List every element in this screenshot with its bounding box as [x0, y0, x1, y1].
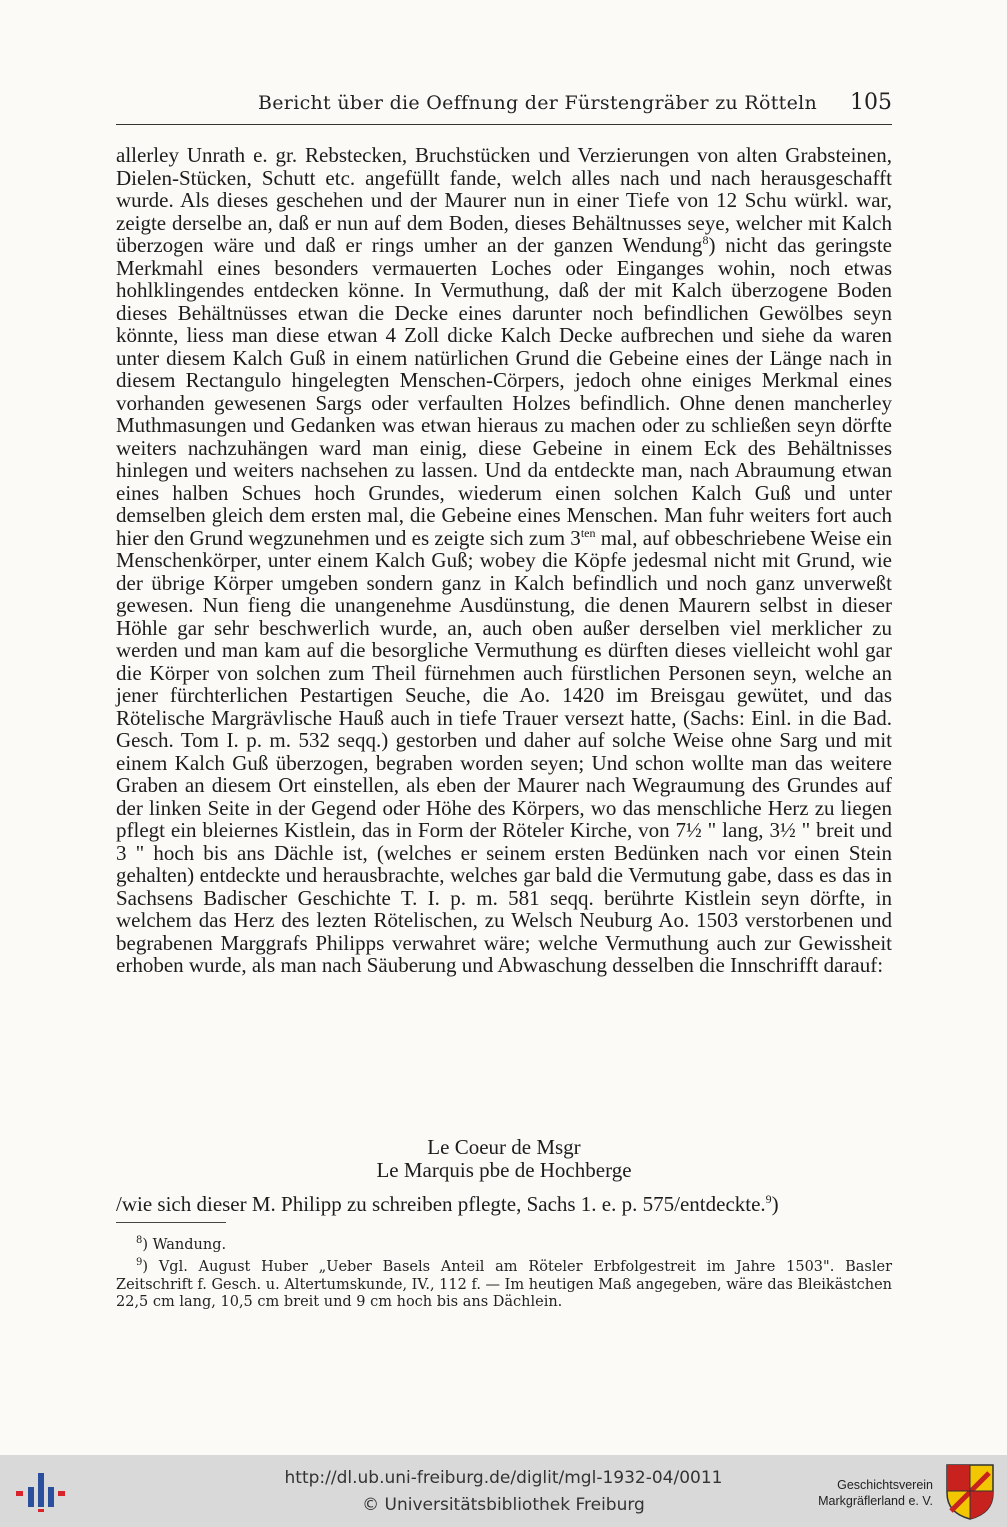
- viewer-footer: [0, 1455, 1007, 1527]
- society-name: [773, 1477, 933, 1509]
- page-header: [116, 92, 892, 122]
- inscription-line-1: Le Coeur de Msgr: [427, 1135, 581, 1159]
- footnote-reference-9[interactable]: 9: [765, 1192, 772, 1206]
- footnote-reference-8[interactable]: 8: [702, 233, 709, 247]
- running-title: Bericht über die Oeffnung der Fürstengräber zu Rötteln: [258, 92, 818, 114]
- closing-paren: ): [771, 1192, 779, 1216]
- body-text-segment: allerley Unrath e. gr. Rebstecken, Bruchstücken und Verzierungen von alten Grabsteinen, Dielen-Stücken, Schutt etc. angefüllt fande, welch alles nach und nach herausgeschafft wurde. Als dieses geschehen und der Maurer nun in einer Tiefe von 12 Schu würkl. war, zeigte derselbe an, daß er nun auf dem Boden, dieses Behältnusses seye, welcher mit Kalch überzogen wäre und daß er rings umher an der ganzen Wendung: [116, 143, 892, 257]
- body-text-segment: mal, auf obbeschriebene Weise ein Menschenkörper, unter einem Kalch Guß; wobey die Köpfe jedesmal nicht mit Grund, wie der übrige Körper umgeben sondern ganz in Kalch befindlich und noch ganz unverweßt gewesen. Nun fieng die unangenehme Ausdünstung, die denen Maurern selbst in dieser Höhle gar sehr beschwerlich wurde, an, auch oben außer derselben viel merklicher zu werden und man kam auf die besorgliche Vermuthung es dürften dieses vielleicht wohl gar die Körper von solchen zum Theil fürnehmen auch fürstlichen Personen seyn, welche an jener fürchterlichen Pestartigen Seuche, die Ao. 1420 im Breisgau gewütet, und das Rötelische Margrävlische Hauß auch in tiefe Trauer versezt hatte, (Sachs: Einl. in die Bad. Gesch. Tom I. p. m. 532 seqq.) gestorben und daher auf solche Weise ohne Sarg und mit einem Kalch Guß überzogen, begraben worden seyen; Und schon wollte man das weitere Graben an diesem Ort einstellen, als eben der Maurer nach Wegraumung des Grundes auf der linken Seite in der Gegend oder Höhe des Körpers, wo das menschliche Herz zu liegen pflegt ein bleiernes Kistlein, das in Form der Röteler Kirche, von 7½ " lang, 3½ " breit und 3 " hoch bis ans Dächle ist, (welches er seinem ersten Bedünken nach vor einen Stein gehalten) entdeckte und herausbrachte, welches gar bald die Vermutung gabe, dass es das in Sachsens Badischer Geschichte T. I. p. m. 581 seqq. berührte Kistlein seyn dörfte, in welchem das Herz des lezten Rötelischen, zu Welsch Neuburg Ao. 1503 verstorbenen und begrabenen Marggrafs Philipps verwahret wäre; welche Vermuthung auch zur Gewissheit erhoben wurde, als man nach Säuberung und Abwaschung desselben die Innschrifft darauf:: [116, 525, 892, 977]
- closing-line: [116, 1193, 892, 1216]
- permalink-url[interactable]: http://dl.ub.uni-freiburg.de/diglit/mgl-1932-04/0011: [284, 1468, 723, 1488]
- copyright-notice: © Universitätsbibliothek Freiburg: [362, 1495, 645, 1515]
- footnote-rule: [116, 1222, 226, 1223]
- header-rule: [116, 124, 892, 125]
- footnote-mark: 8: [136, 1235, 143, 1246]
- body-text: [116, 144, 892, 977]
- inscription: [116, 1136, 892, 1182]
- inscription-line-2: Le Marquis pbe de Hochberge: [376, 1158, 632, 1182]
- coat-of-arms-icon: [945, 1463, 995, 1521]
- society-line-2: Markgräflerland e. V.: [818, 1494, 933, 1508]
- footnote-mark: 9: [136, 1257, 143, 1269]
- society-line-1: Geschichtsverein: [837, 1478, 933, 1492]
- footnote-9: [116, 1254, 892, 1311]
- footnote-text: ) Vgl. August Huber „Ueber Basels Anteil am Röteler Erbfolgestreit im Jahre 1503". Basler Zeitschrift f. Gesch. u. Altertumskunde, IV., 112 f. — Im heutigen Maß angegeben, wäre das Bleikästchen 22,5 cm lang, 10,5 cm breit und 9 cm hoch bis ans Dächlein.: [116, 1259, 892, 1311]
- footnotes: [116, 1232, 892, 1312]
- ordinal-suffix: ten: [580, 525, 596, 540]
- body-text-segment: ) nicht das geringste Merkmahl eines besonders vermauerten Loches oder Einganges wohin, noch etwas hohlklingendes entdecken könne. In Vermuthung, daß der mit Kalch überzogene Boden dieses Behältnüsses etwan die Decke eines darunter noch befindlichen Gewölbes seyn könnte, liess man diese etwan 4 Zoll dicke Kalch Decke aufbrechen und siehe da waren unter diesem Kalch Guß in einem natürlichen Grund die Gebeine eines der Länge nach in diesem Rectangulo hingelegten Menschen-Cörpers, jedoch ohne einiges Merkmal eines vorhanden gewesenen Sargs oder verfaulten Holzes befindlich. Ohne denen mancherley Muthmasungen und Gedanken was etwan hieraus zu machen oder zu schließen seyn dörfte weiters nachzuhängen ward man einig, diese Gebeine in einem Eck des Behältnisses hinlegen und weiters nachsehen zu lassen. Und da entdeckte man, nach Abraumung etwan eines halben Schues hoch Grundes, wiederum einen solchen Kalch Guß und unter demselben gleich dem ersten mal, die Gebeine eines Menschen. Man fuhr weiters fort auch hier den Grund wegzunehmen und es zeigte sich zum 3: [116, 233, 893, 550]
- footnote-text: ) Wandung.: [142, 1236, 227, 1253]
- footnote-8: [116, 1232, 892, 1254]
- closing-text: /wie sich dieser M. Philipp zu schreiben pflegte, Sachs 1. e. p. 575/entdeckte.: [116, 1192, 766, 1216]
- body-paragraph: [116, 144, 892, 977]
- page-number: 105: [850, 90, 892, 115]
